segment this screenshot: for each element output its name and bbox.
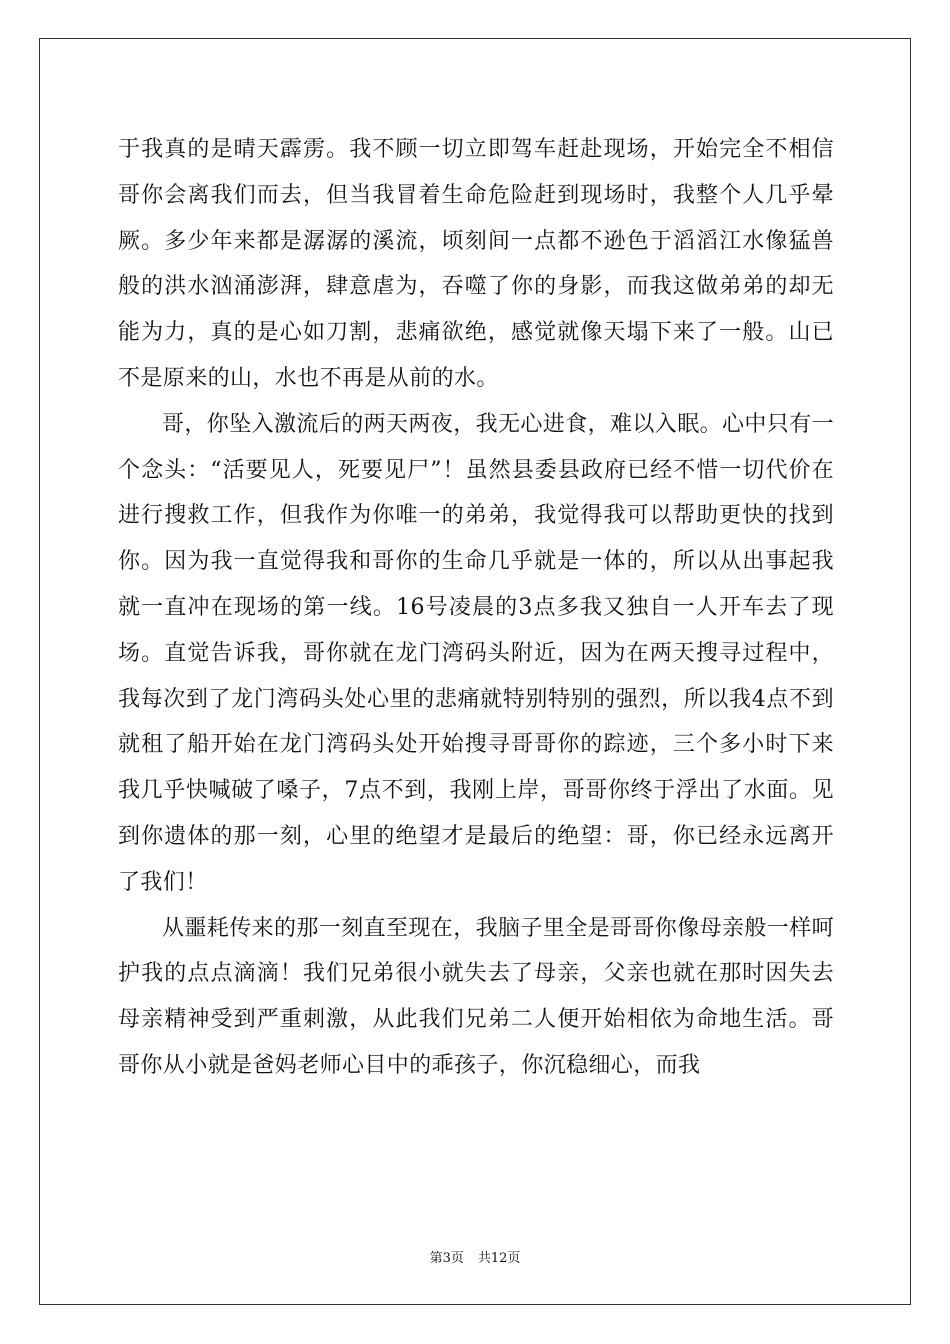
paragraph-1: 于我真的是晴天霹雳。我不顾一切立即驾车赶赴现场，开始完全不相信哥你会离我们而去，但当我冒着生命危险赶到现场时，我整个人几乎晕厥。多少年来都是潺潺的溪流，顷刻间一点都不逊色于滔滔江水像猛兽般的洪水汹涌澎湃，肆意虐为，吞噬了你的身影，而我这做弟弟的却无能为力，真的是心如刀割，悲痛欲绝，感觉就像天塌下来了一般。山已不是原来的山，水也不再是从前的水。	[118, 137, 834, 391]
paragraph-2: 哥，你坠入激流后的两天两夜，我无心进食，难以入眠。心中只有一个念头：“活要见人，死要见尸”！虽然县委县政府已经不惜一切代价在进行搜救工作，但我作为你唯一的弟弟，我觉得我可以帮助更快的找到你。因为我一直觉得我和哥你的生命几乎就是一体的，所以从出事起我就一直冲在现场的第一线。16号凌晨的3点多我又独自一人开车去了现场。直觉告诉我，哥你就在龙门湾码头附近，因为在两天搜寻过程中，我每次到了龙门湾码头处心里的悲痛就特别特别的强烈，所以我4点不到就租了船开始在龙门湾码头处开始搜寻哥哥你的踪迹，三个多小时下来我几乎快喊破了嗓子，7点不到，我刚上岸，哥哥你终于浮出了水面。见到你遗体的那一刻，心里的绝望才是最后的绝望：哥，你已经永远离开了我们！	[118, 411, 835, 895]
page-footer	[0, 1247, 950, 1266]
page-total: 共12页	[477, 1251, 521, 1266]
page-number: 第3页	[429, 1251, 464, 1266]
paragraph-3: 从噩耗传来的那一刻直至现在，我脑子里全是哥哥你像母亲般一样呵护我的点点滴滴！我们兄弟很小就失去了母亲，父亲也就在那时因失去母亲精神受到严重刺激，从此我们兄弟二人便开始相依为命地生活。哥哥你从小就是爸妈老师心目中的乖孩子，你沉稳细心，而我	[118, 915, 835, 1078]
document-body	[118, 127, 834, 1089]
